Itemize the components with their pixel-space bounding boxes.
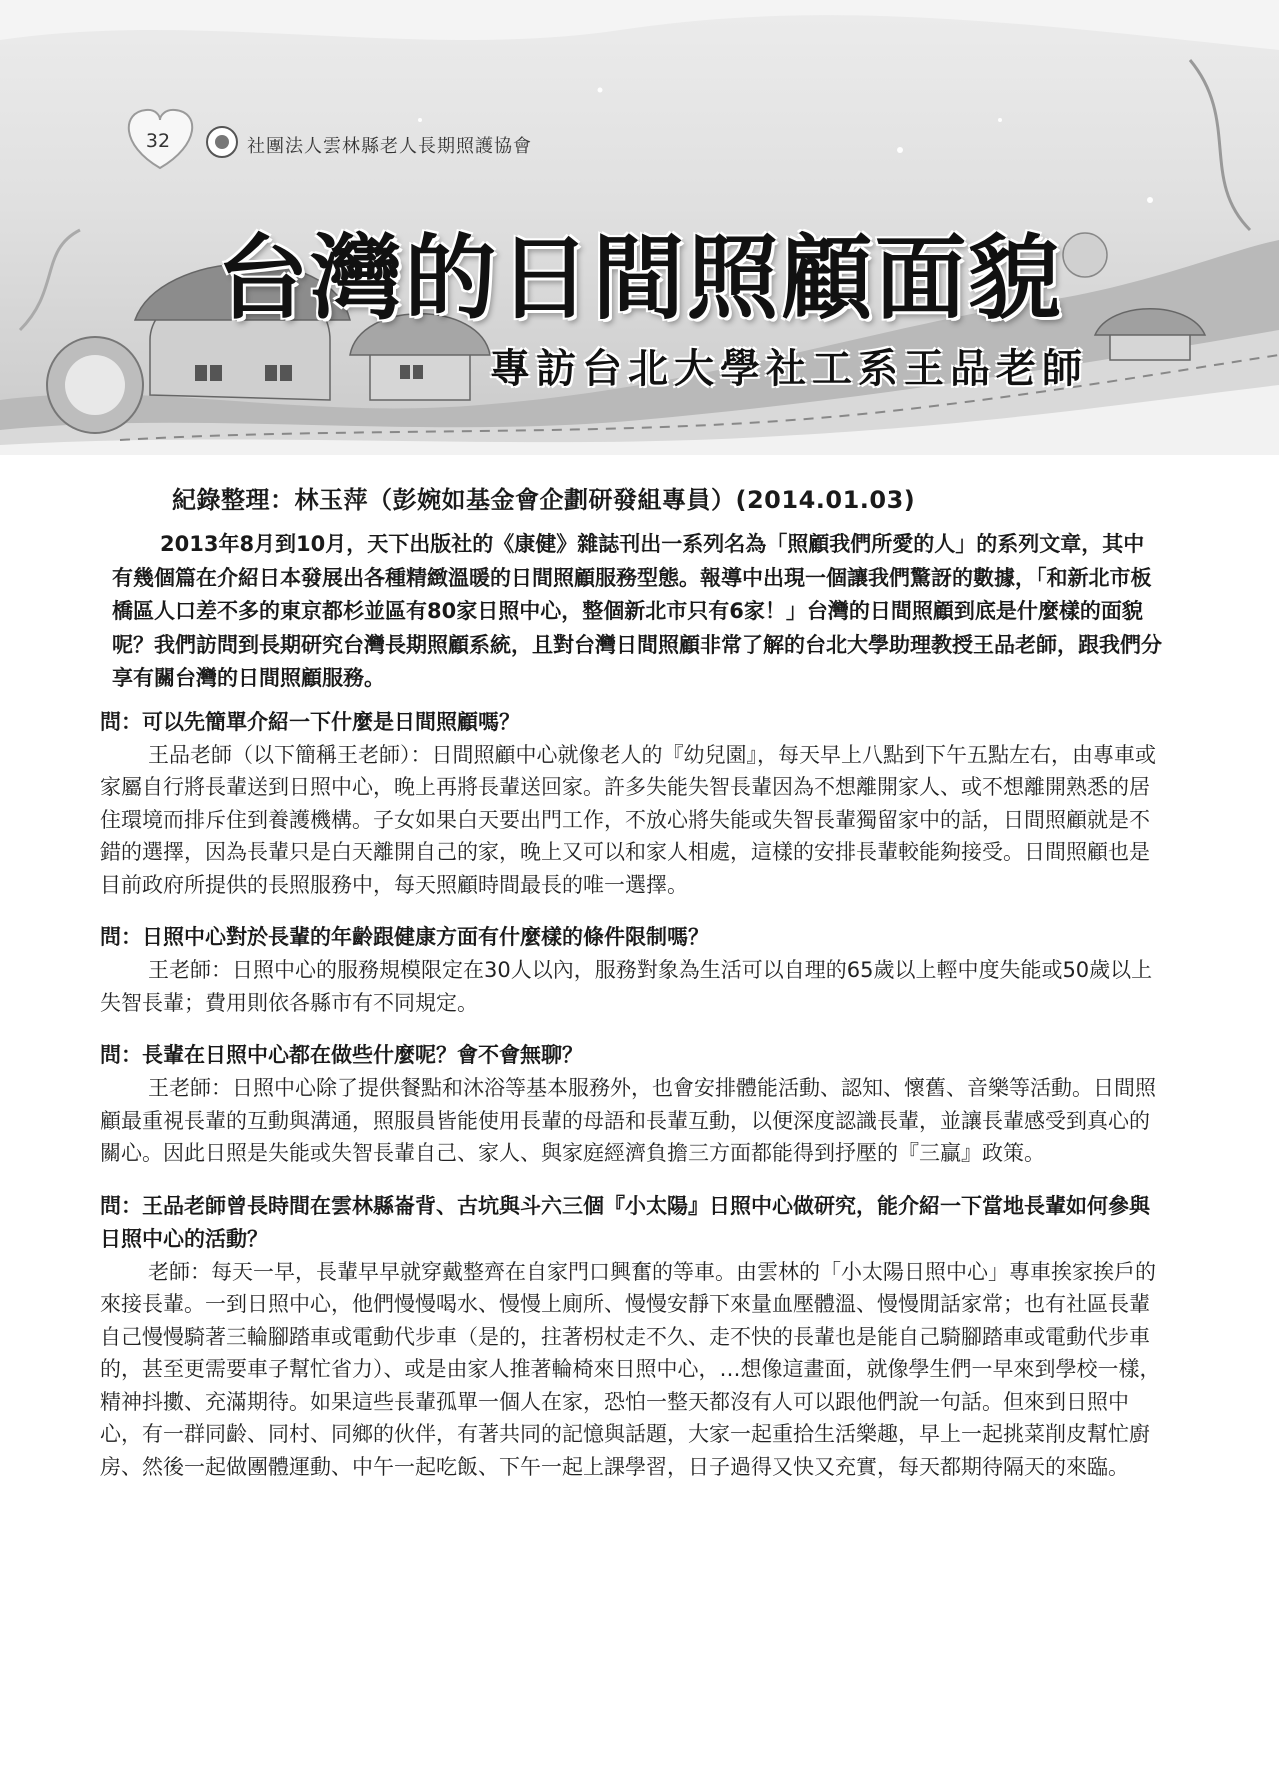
- organization-name: 社團法人雲林縣老人長期照護協會: [247, 136, 532, 157]
- page-title: 台灣的日間照顧面貌: [216, 224, 1063, 332]
- question-4: 問：王品老師曾長時間在雲林縣崙背、古坑與斗六三個『小太陽』日照中心做研究，能介紹一下當地長輩如何參與日照中心的活動？: [100, 1193, 1150, 1251]
- lead-paragraph: 2013年8月到10月，天下出版社的《康健》雜誌刊出一系列名為「照顧我們所愛的人」的系列文章，其中有幾個篇在介紹日本發展出各種精緻溫暖的日間照顧服務型態。報導中出現一個讓我們驚訝的數據，「和新北市板橋區人口差不多的東京都杉並區有80家日照中心，整個新北市只有6家！」台灣的日間照顧到底是什麼樣的面貌呢？我們訪問到長期研究台灣長期照顧系統，且對台灣日間照顧非常了解的台北大學助理教授王品老師，跟我們分享有關台灣的日間照顧服務。: [112, 532, 1162, 690]
- question-2: 問：日照中心對於長輩的年齡跟健康方面有什麼樣的條件限制嗎？: [100, 925, 709, 949]
- question-3: 問：長輩在日照中心都在做些什麼呢？會不會無聊？: [100, 1043, 583, 1067]
- answer-4: 老師：每天一早，長輩早早就穿戴整齊在自家門口興奮的等車。由雲林的「小太陽日照中心」專車挨家挨戶的來接長輩。一到日照中心，他們慢慢喝水、慢慢上廁所、慢慢安靜下來量血壓體溫、慢慢閒話家常；也有社區長輩自己慢慢騎著三輪腳踏車或電動代步車（是的，拄著枴杖走不久、走不快的長輩也是能自己騎腳踏車或電動代步車的，甚至更需要車子幫忙省力）、或是由家人推著輪椅來日照中心，…想像這畫面，就像學生們一早來到學校一樣，精神抖擻、充滿期待。如果這些長輩孤單一個人在家，恐怕一整天都沒有人可以跟他們說一句話。但來到日照中心，有一群同齡、同村、同鄉的伙伴，有著共同的記憶與話題，大家一起重拾生活樂趣，早上一起挑菜削皮幫忙廚房、然後一起做團體運動、中午一起吃飯、下午一起上課學習，日子過得又快又充實，每天都期待隔天的來臨。: [100, 1259, 1161, 1479]
- answer-2: 王老師：日照中心的服務規模限定在30人以內，服務對象為生活可以自理的65歲以上輕中度失能或50歲以上失智長輩；費用則依各縣市有不同規定。: [100, 958, 1153, 1015]
- question-1: 問：可以先簡單介紹一下什麼是日間照顧嗎？: [100, 709, 520, 734]
- answer-3: 王老師：日照中心除了提供餐點和沐浴等基本服務外，也會安排體能活動、認知、懷舊、音樂等活動。日間照顧最重視長輩的互動與溝通，照服員皆能使用長輩的母語和長輩互動，以便深度認識長輩，並讓長輩感受到真心的關心。因此日照是失能或失智長輩自己、家人、與家庭經濟負擔三方面都能得到抒壓的『三贏』政策。: [100, 1076, 1156, 1165]
- article-body: [100, 482, 1165, 1483]
- byline: 紀錄整理：林玉萍（彭婉如基金會企劃研發組專員）(2014.01.03): [172, 486, 916, 514]
- answer-1: 王品老師（以下簡稱王老師）：日間照顧中心就像老人的『幼兒園』，每天早上八點到下午五點左右，由專車或家屬自行將長輩送到日照中心，晚上再將長輩送回家。許多失能失智長輩因為不想離開家人、或不想離開熟悉的居住環境而排斥住到養護機構。子女如果白天要出門工作，不放心將失能或失智長輩獨留家中的話，日間照顧就是不錯的選擇，因為長輩只是白天離開自己的家，晚上又可以和家人相處，這樣的安排長輩較能夠接受。日間照顧也是目前政府所提供的長照服務中，每天照顧時間最長的唯一選擇。: [100, 742, 1156, 897]
- page-number: 32: [145, 130, 171, 152]
- page-subtitle: 專訪台北大學社工系王品老師: [490, 346, 1088, 392]
- header-banner: [0, 0, 1279, 455]
